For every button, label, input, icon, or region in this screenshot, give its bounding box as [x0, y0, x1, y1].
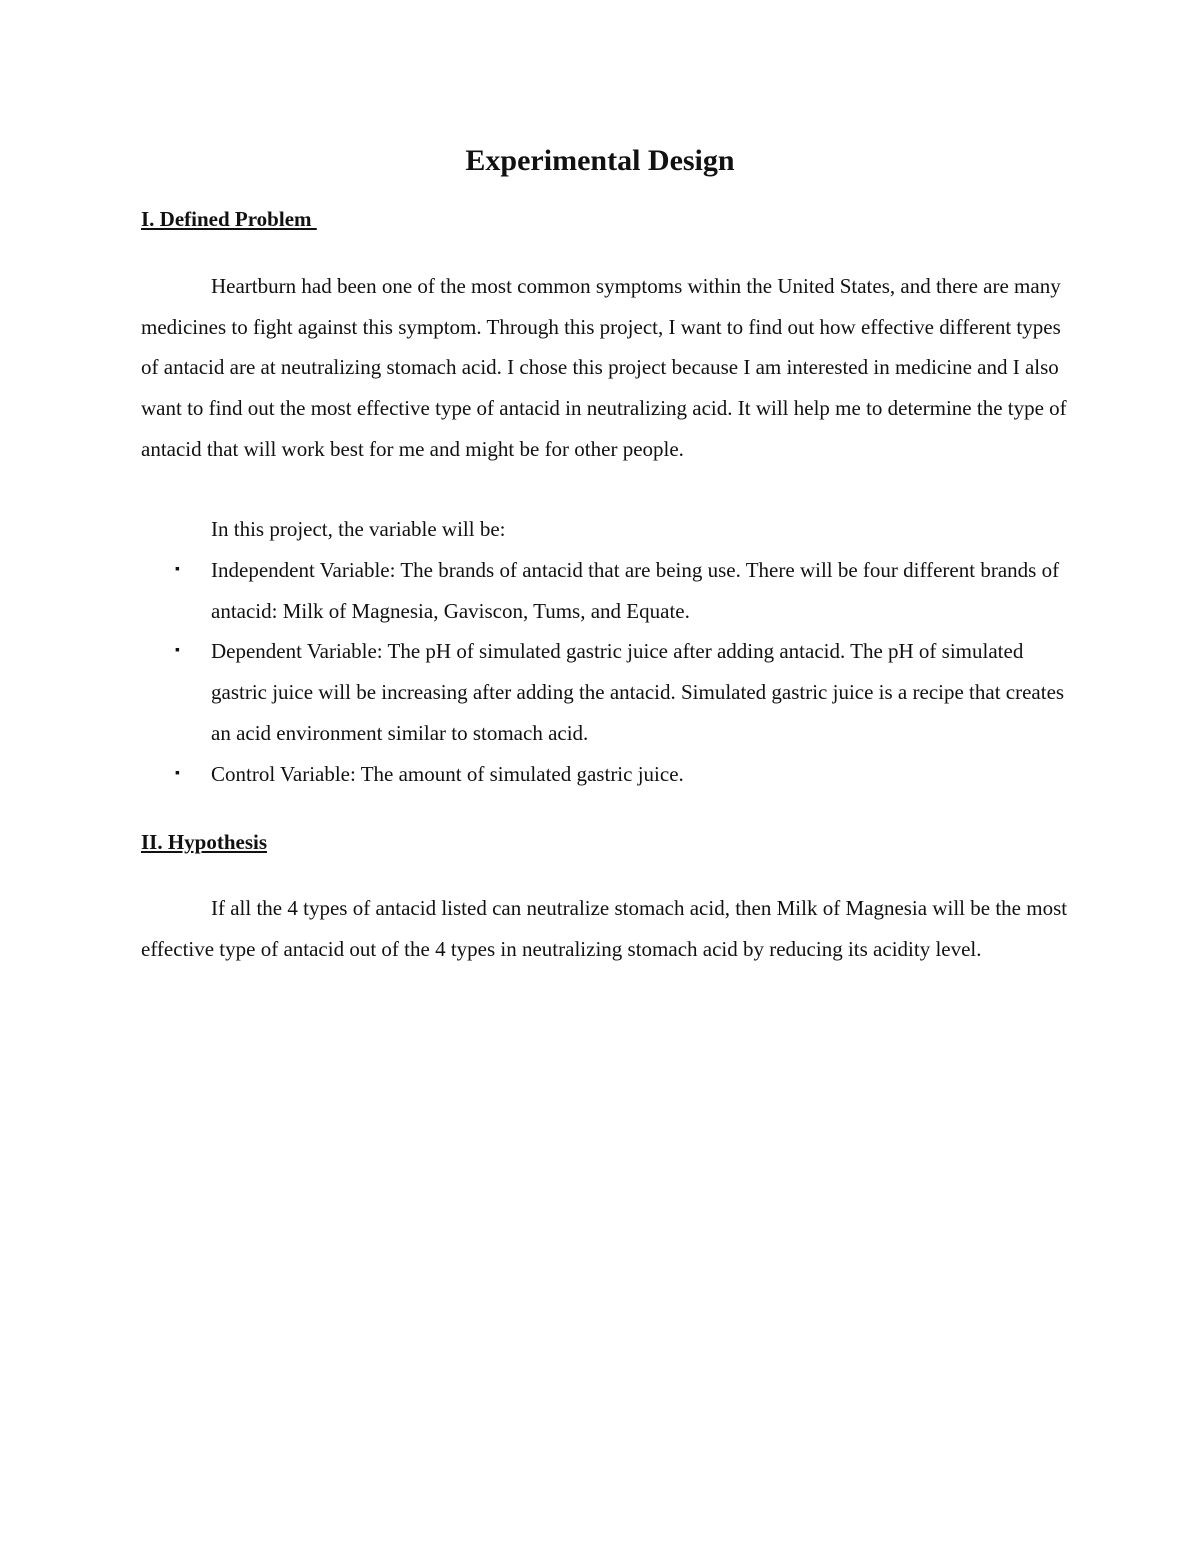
section-heading-defined-problem: I. Defined Problem — [141, 207, 317, 231]
control-variable-text: Control Variable: The amount of simulated gastric juice. — [211, 761, 684, 786]
bullet-icon: ▪ — [175, 562, 180, 577]
list-item — [141, 631, 1071, 753]
defined-problem-paragraph: Heartburn had been one of the most common symptoms within the United States, and there are many medicines to fight against this symptom. Through this project, I want to find out how effective different types of antacid are at neutralizing stomach acid. I chose this project because I am interested in medicine and I also want to find out the most effective type of antacid in neutralizing acid. It will help me to determine the type of antacid that will work best for me and might be for other people. — [141, 274, 1067, 461]
variables-intro: In this project, the variable will be: — [211, 517, 506, 541]
variables-list — [141, 550, 1071, 794]
bullet-icon: ▪ — [175, 765, 180, 781]
list-item — [141, 550, 1071, 631]
hypothesis-paragraph: If all the 4 types of antacid listed can neutralize stomach acid, then Milk of Magnesia will be the most effective type of antacid out of the 4 types in neutralizing stomach acid by reducing its acidity level. — [141, 896, 1068, 961]
document-title: Experimental Design — [465, 144, 735, 177]
dependent-variable-text: Dependent Variable: The pH of simulated gastric juice after adding antacid. The pH of simulated gastric juice will be increasing after adding the antacid. Simulated gastric juice is a recipe that creates an acid environment similar to stomach acid. — [211, 639, 1065, 745]
section-heading-hypothesis: II. Hypothesis — [141, 830, 268, 854]
bullet-icon: ▪ — [175, 643, 180, 659]
list-item — [141, 754, 1071, 795]
independent-variable-text: Independent Variable: The brands of antacid that are being use. There will be four different brands of antacid: Milk of Magnesia, Gaviscon, Tums, and Equate. — [211, 558, 1060, 623]
